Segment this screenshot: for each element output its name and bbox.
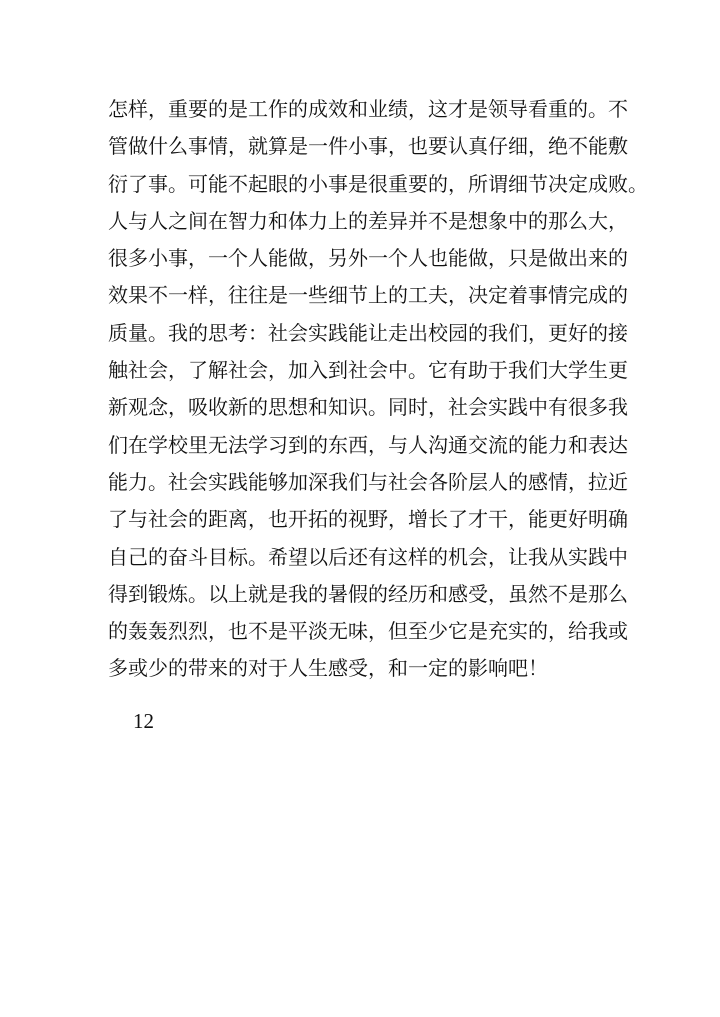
text-line: 质量。我的思考：社会实践能让走出校园的我们，更好的接 [108, 320, 628, 345]
text-line: 管做什么事情，就算是一件小事，也要认真仔细，绝不能敷 [108, 134, 628, 159]
text-line: 们在学校里无法学习到的东西，与人沟通交流的能力和表达 [108, 432, 628, 457]
text-line: 衍了事。可能不起眼的小事是很重要的，所谓细节决定成败。 [108, 171, 648, 196]
text-line: 得到锻炼。以上就是我的暑假的经历和感受，虽然不是那么 [108, 581, 628, 606]
text-line: 触社会，了解社会，加入到社会中。它有助于我们大学生更 [108, 358, 628, 383]
body-paragraph [108, 91, 648, 688]
text-line: 多或少的带来的对于人生感受，和一定的影响吧！ [108, 656, 548, 681]
text-line: 了与社会的距离，也开拓的视野，增长了才干，能更好明确 [108, 507, 628, 532]
text-line: 怎样，重要的是工作的成效和业绩，这才是领导看重的。不 [108, 97, 628, 121]
text-line: 效果不一样，往往是一些细节上的工夫，决定着事情完成的 [108, 283, 628, 308]
text-line: 很多小事，一个人能做，另外一个人也能做，只是做出来的 [108, 246, 628, 271]
text-line: 的轰轰烈烈，也不是平淡无味，但至少它是充实的，给我或 [108, 619, 628, 644]
text-line: 新观念，吸收新的思想和知识。同时，社会实践中有很多我 [108, 395, 628, 420]
text-line: 能力。社会实践能够加深我们与社会各阶层人的感情，拉近 [108, 469, 628, 494]
text-line: 人与人之间在智力和体力上的差异并不是想象中的那么大， [108, 208, 628, 233]
text-line: 自己的奋斗目标。希望以后还有这样的机会，让我从实践中 [108, 544, 628, 569]
page-number: 12 [133, 709, 154, 733]
